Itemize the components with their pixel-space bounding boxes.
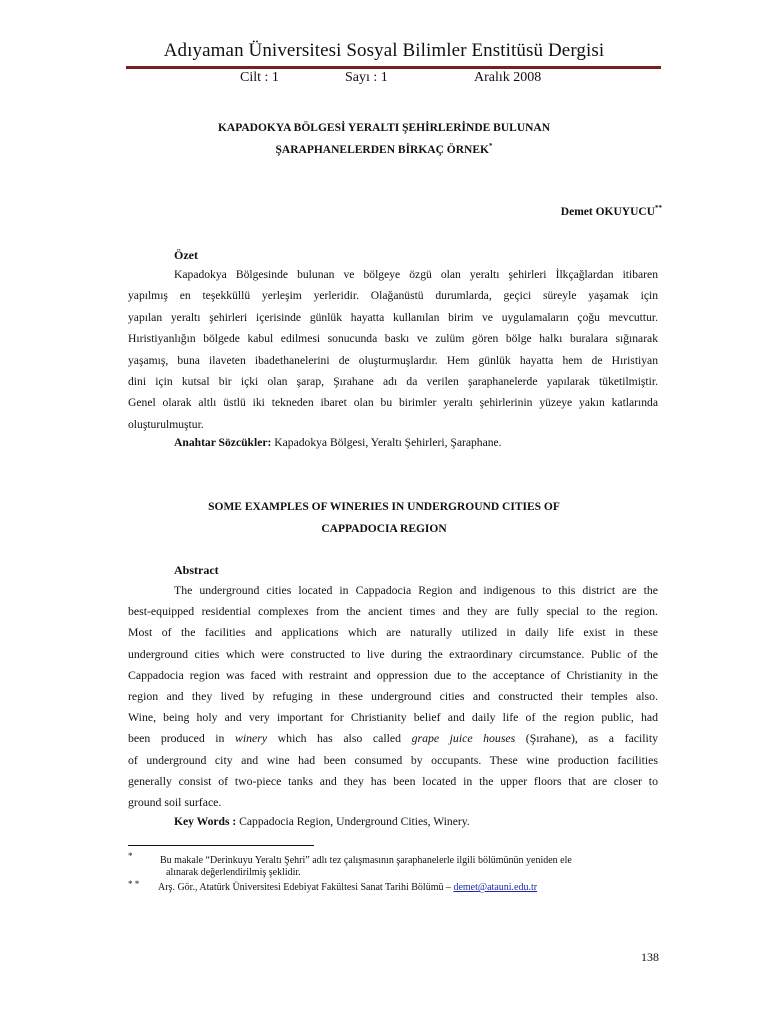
- footnote-ref-2[interactable]: **: [655, 204, 662, 213]
- turkish-title-line-1: KAPADOKYA BÖLGESİ YERALTI ŞEHİRLERİNDE BULUNAN: [217, 122, 551, 134]
- author-email-link[interactable]: demet@atauni.edu.tr: [453, 882, 538, 893]
- ozet-line: yapılan yeraltı şehirleri içerisinde günlük hayatta kullanılan birim ve uygulamaların çoğu mevcuttur.: [128, 310, 658, 324]
- ozet-line: Genel olarak altlı üstlü iki tekneden ibaret olan bu birimler yeraltı şehirlerinin yüzeye yakın katlarında: [128, 396, 658, 410]
- ozet-paragraph: [128, 264, 658, 435]
- author-name: Demet OKUYUCU**: [560, 204, 662, 218]
- turkish-title: [0, 117, 768, 161]
- abstract-line: region and they lived by refuging in these underground cities and constructed their temples also.: [128, 689, 658, 704]
- abstract-line: Wine, being holy and very important for Christianity belief and daily life of the region public, had: [128, 710, 658, 725]
- ozet-keywords: [174, 436, 502, 449]
- abstract-paragraph: [128, 580, 658, 813]
- journal-title: Adıyaman Üniversitesi Sosyal Bilimler Enstitüsü Dergisi: [163, 40, 605, 61]
- ozet-line: oluşturulmuştur.: [128, 417, 204, 431]
- english-title-line-1: SOME EXAMPLES OF WINERIES IN UNDERGROUND CITIES OF: [208, 501, 560, 513]
- footnote-ref-1[interactable]: *: [488, 142, 493, 151]
- footnote-separator: [128, 845, 314, 846]
- abstract-line: generally consist of two-piece tanks and they has been located in the upper floors that are closer to: [128, 773, 658, 788]
- ozet-line: Kapadokya Bölgesinde bulunan ve bölgeye özgü olan yeraltı şehirleri İlkçağlardan itibaren: [174, 268, 658, 281]
- abstract-keywords-label: Key Words :: [174, 815, 237, 828]
- abstract-line-italic: been produced in winery which has also called grape juice houses (Şırahane), as a facility: [128, 731, 658, 746]
- header-rule: [126, 66, 661, 69]
- ozet-line: Hıristiyanlığın bölgede kabul edilmesi sonucunda baskı ve zulüm gören bölge halkı buralara sığınarak: [128, 332, 658, 346]
- issue-label: Sayı : 1: [345, 70, 388, 85]
- abstract-line: Cappadocia region was faced with restraint and oppression due to the acceptance of Christianity in the: [128, 667, 658, 682]
- abstract-line: best-equipped residential complexes from the ancient times and they are fully special to the region.: [128, 604, 658, 619]
- ozet-line: yapılmış en teşekküllü yerleşim yerleridir. Olağanüstü durumlarda, geçici süreyle yaşamak için: [128, 289, 658, 303]
- abstract-keywords: [174, 815, 470, 828]
- turkish-title-line-2: ŞARAPHANELERDEN BİRKAÇ ÖRNEK*: [275, 142, 493, 156]
- abstract-heading: Abstract: [174, 563, 219, 577]
- footnote-1-mark: *: [128, 851, 133, 861]
- footnote-2: Arş. Gör., Atatürk Üniversitesi Edebiyat Fakültesi Sanat Tarihi Bölümü – demet@atauni.edu.tr: [158, 882, 538, 893]
- abstract-line: of underground city and wine had been consumed by occupants. These wine production facilities: [128, 752, 658, 767]
- abstract-line: ground soil surface.: [128, 795, 222, 810]
- ozet-heading: Özet: [174, 248, 198, 262]
- footnote-1-line-2: alınarak değerlendirilmiş şeklidir.: [166, 867, 301, 878]
- abstract-line: The underground cities located in Cappadocia Region and indigenous to this district are the: [174, 583, 658, 597]
- abstract-keywords-text: Cappadocia Region, Underground Cities, Winery.: [236, 815, 470, 828]
- date-label: Aralık 2008: [474, 70, 542, 85]
- abstract-line: Most of the facilities and applications which are naturally utilized in daily life exist in these: [128, 625, 658, 640]
- ozet-line: yaşamış, buna ilaveten ibadethanelerini de oluşturmuşlardır. Hem günlük hayatta hem de Hıristiyan: [128, 353, 658, 367]
- page-number: 138: [641, 950, 659, 964]
- abstract-line: underground cities which were constructed to live during the extraordinary circumstance. Public of the: [128, 646, 658, 661]
- ozet-keywords-text: Kapadokya Bölgesi, Yeraltı Şehirleri, Şaraphane.: [271, 436, 502, 449]
- english-title: [0, 496, 768, 540]
- volume-label: Cilt : 1: [240, 70, 279, 85]
- footnote-2-mark: * *: [128, 879, 140, 889]
- english-title-line-2: CAPPADOCIA REGION: [321, 523, 447, 535]
- ozet-line: dini için kutsal bir içki olan şarap, Şırahane adı da verilen şaraphanelerde yapılarak tüketilmiştir.: [128, 375, 658, 389]
- footnote-1-line-1: Bu makale “Derinkuyu Yeraltı Şehri” adlı tez çalışmasının şaraphanelerle ilgili bölümünün yeniden ele: [160, 855, 572, 866]
- ozet-keywords-label: Anahtar Sözcükler:: [174, 436, 272, 449]
